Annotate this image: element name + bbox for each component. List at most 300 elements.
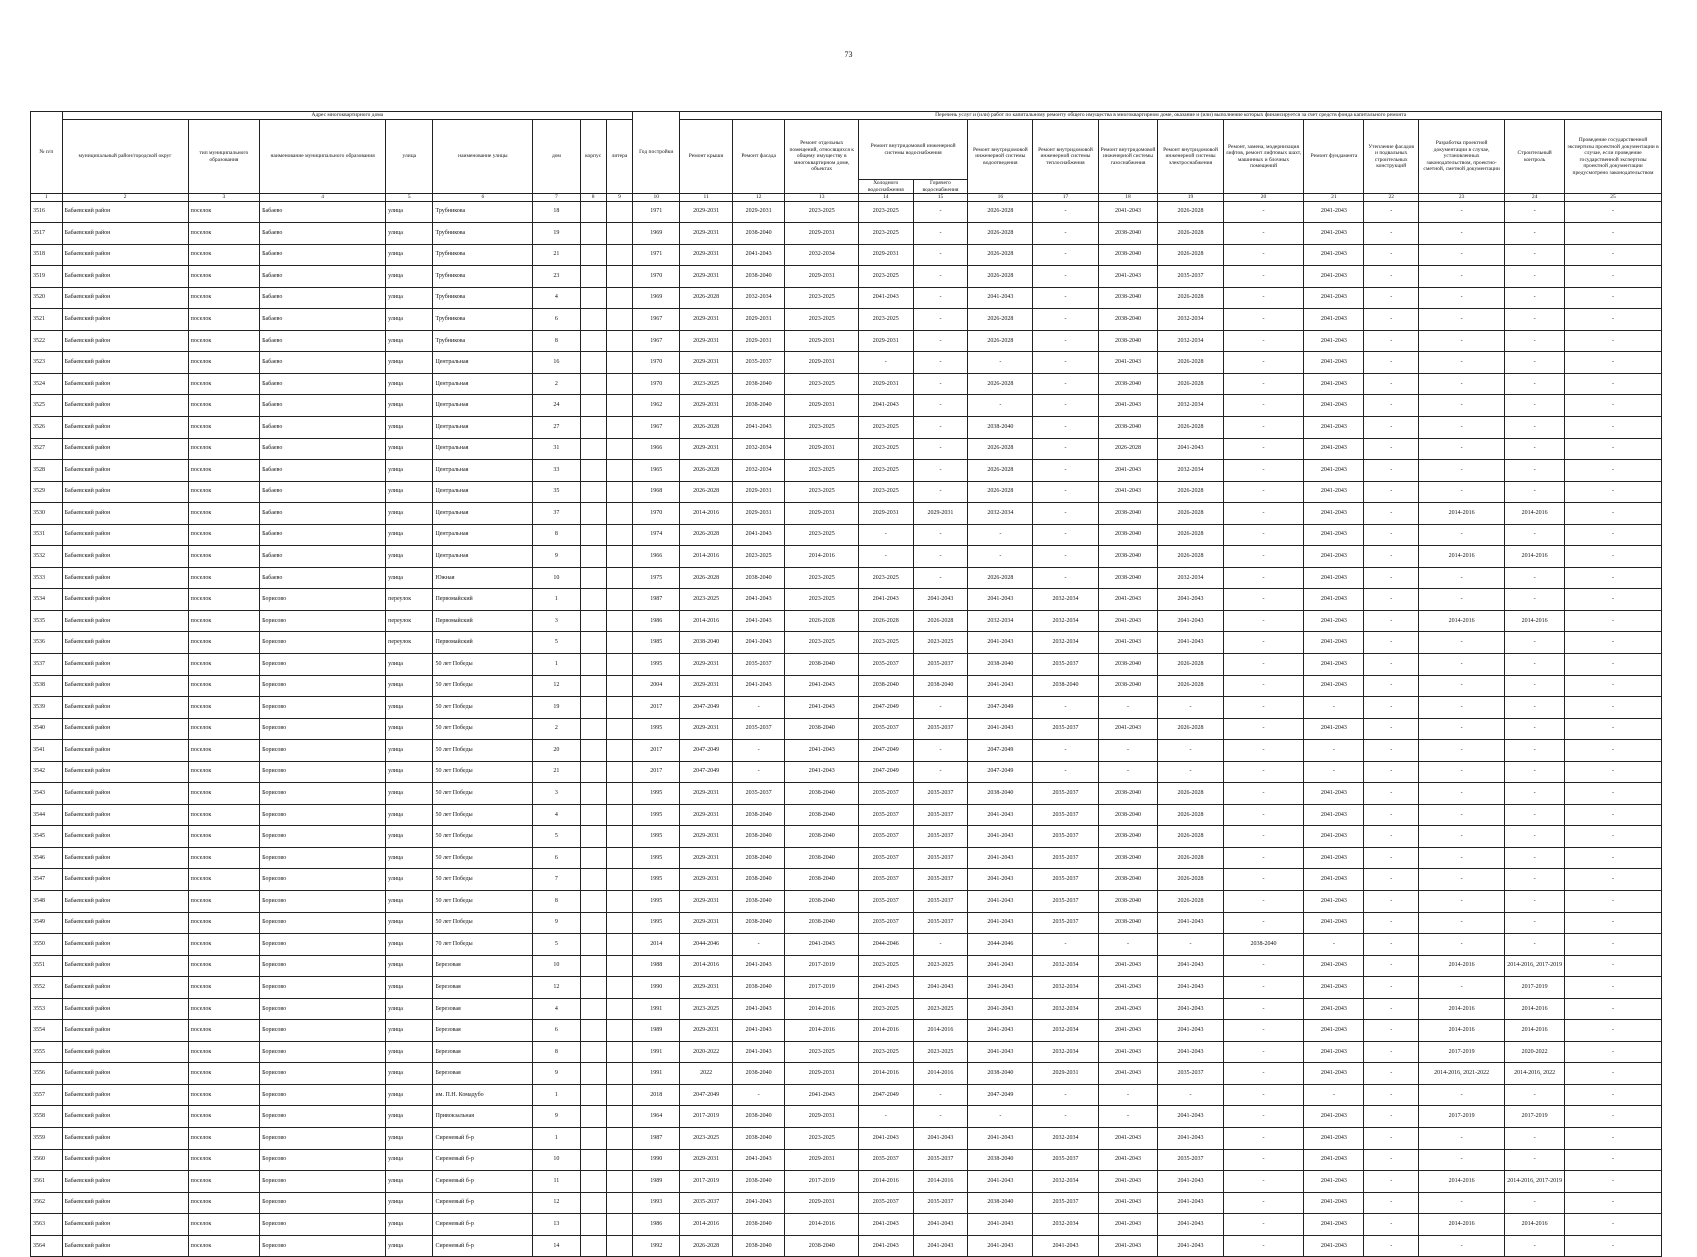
table-cell: - — [1158, 934, 1223, 956]
table-cell: - — [1505, 481, 1565, 503]
table-cell: 2041-2043 — [1098, 977, 1158, 999]
table-cell: Борисово — [260, 912, 386, 934]
table-cell: - — [1098, 761, 1158, 783]
table-row — [31, 330, 1662, 352]
column-number: 4 — [260, 194, 386, 202]
table-cell: улица — [386, 1041, 433, 1063]
table-cell: 14 — [533, 1235, 580, 1257]
table-cell: 2038-2040 — [732, 1235, 785, 1257]
table-cell: 2023-2025 — [785, 481, 859, 503]
table-cell: 2014-2016 — [785, 546, 859, 568]
table-cell: - — [1098, 1106, 1158, 1128]
table-cell — [580, 395, 606, 417]
table-cell: - — [1565, 1084, 1662, 1106]
table-cell: 2035-2037 — [858, 1192, 913, 1214]
table-cell: 2035-2037 — [1033, 891, 1098, 913]
table-cell: 2041-2043 — [785, 1084, 859, 1106]
table-cell: 2035-2037 — [913, 847, 968, 869]
header-year: Год постройки — [633, 112, 680, 194]
table-cell: 2038-2040 — [968, 653, 1033, 675]
table-cell: - — [858, 524, 913, 546]
table-cell: 2041-2043 — [1304, 998, 1364, 1020]
table-cell: 2038-2040 — [1098, 653, 1158, 675]
table-cell: 2029-2031 — [680, 266, 733, 288]
table-cell: 3534 — [31, 589, 63, 611]
table-cell: - — [1364, 330, 1419, 352]
table-cell: 2014-2016 — [1419, 546, 1505, 568]
column-number: 24 — [1505, 194, 1565, 202]
table-cell: 2023-2025 — [858, 201, 913, 223]
table-cell: - — [1419, 201, 1505, 223]
table-cell: Бабаевский район — [62, 934, 188, 956]
table-cell: Трубникова — [433, 266, 533, 288]
table-cell: поселок — [188, 891, 259, 913]
table-cell: Борисово — [260, 761, 386, 783]
table-cell — [580, 1149, 606, 1171]
table-row — [31, 740, 1662, 762]
table-cell: - — [1223, 223, 1304, 245]
table-cell: 19 — [533, 223, 580, 245]
table-cell: 2041-2043 — [1098, 1041, 1158, 1063]
table-cell: - — [1364, 740, 1419, 762]
table-cell: Борисово — [260, 740, 386, 762]
table-cell: Борисово — [260, 675, 386, 697]
table-cell: - — [1223, 1171, 1304, 1193]
table-cell: 2038-2040 — [913, 675, 968, 697]
table-cell: улица — [386, 309, 433, 331]
table-cell: 2032-2034 — [968, 503, 1033, 525]
table-cell: 2041-2043 — [1304, 287, 1364, 309]
table-cell: поселок — [188, 761, 259, 783]
table-cell: 2041-2043 — [968, 287, 1033, 309]
table-cell: 2035-2037 — [858, 869, 913, 891]
table-cell: - — [1505, 1235, 1565, 1257]
table-cell: 2041-2043 — [1158, 1214, 1223, 1236]
table-cell: - — [732, 1084, 785, 1106]
table-cell: Березовая — [433, 977, 533, 999]
table-cell: 2014-2016 — [858, 1171, 913, 1193]
table-cell: 2041-2043 — [785, 740, 859, 762]
table-cell: - — [1364, 869, 1419, 891]
table-cell: 2026-2028 — [680, 481, 733, 503]
table-cell: Центральная — [433, 460, 533, 482]
table-cell: 2032-2034 — [1033, 610, 1098, 632]
table-cell: 2041-2043 — [732, 1020, 785, 1042]
table-cell: - — [1364, 524, 1419, 546]
table-cell: Бабаево — [260, 546, 386, 568]
table-cell: 2041-2043 — [1098, 460, 1158, 482]
table-cell: 2038-2040 — [732, 1171, 785, 1193]
table-cell: 2038-2040 — [732, 847, 785, 869]
header-lift: Ремонт, замена, модернизация лифтов, ремонт лифтовых шахт, машинных и блочных помещений — [1223, 120, 1304, 194]
table-cell: 2038-2040 — [732, 266, 785, 288]
table-cell — [606, 546, 632, 568]
table-cell: 2041-2043 — [1304, 1149, 1364, 1171]
table-cell: - — [1223, 309, 1304, 331]
table-cell — [606, 266, 632, 288]
table-cell: 2041-2043 — [858, 1214, 913, 1236]
table-cell: - — [1565, 740, 1662, 762]
header-street: наименование улицы — [433, 120, 533, 194]
table-cell: 1986 — [633, 1214, 680, 1236]
table-cell: улица — [386, 934, 433, 956]
table-cell: - — [1364, 589, 1419, 611]
table-cell — [580, 1084, 606, 1106]
table-cell: 2038-2040 — [732, 891, 785, 913]
table-cell: - — [1565, 1214, 1662, 1236]
table-cell: поселок — [188, 395, 259, 417]
table-cell: Борисово — [260, 783, 386, 805]
table-cell: 2026-2028 — [1158, 201, 1223, 223]
table-cell: Борисово — [260, 934, 386, 956]
table-cell: - — [1565, 697, 1662, 719]
table-cell: Березовая — [433, 955, 533, 977]
table-cell: - — [1419, 395, 1505, 417]
table-cell: 3562 — [31, 1192, 63, 1214]
table-cell: улица — [386, 330, 433, 352]
table-cell: - — [1223, 1106, 1304, 1128]
table-cell: 3538 — [31, 675, 63, 697]
table-cell: 1987 — [633, 1128, 680, 1150]
table-cell: 2038-2040 — [1098, 223, 1158, 245]
table-cell: - — [1565, 395, 1662, 417]
column-number: 2 — [62, 194, 188, 202]
column-number: 16 — [968, 194, 1033, 202]
header-mo-name: наименование муниципального образования — [260, 120, 386, 194]
table-cell: 2035-2037 — [913, 869, 968, 891]
table-row — [31, 783, 1662, 805]
table-cell: 2023-2025 — [858, 223, 913, 245]
table-cell: 2029-2031 — [732, 330, 785, 352]
table-cell: Борисово — [260, 718, 386, 740]
table-cell: 3556 — [31, 1063, 63, 1085]
table-cell: улица — [386, 1020, 433, 1042]
table-cell: 2029-2031 — [785, 330, 859, 352]
table-cell: Бабаевский район — [62, 589, 188, 611]
table-cell: 2041-2043 — [913, 977, 968, 999]
table-cell: 2038-2040 — [785, 783, 859, 805]
table-cell: 2014-2016 — [1505, 1020, 1565, 1042]
table-cell: 3540 — [31, 718, 63, 740]
page-number: 73 — [844, 50, 853, 59]
table-cell: Борисово — [260, 1020, 386, 1042]
table-cell: 1964 — [633, 1106, 680, 1128]
table-cell: 3532 — [31, 546, 63, 568]
table-cell: Бабаево — [260, 481, 386, 503]
table-cell: - — [1565, 309, 1662, 331]
table-cell: Бабаевский район — [62, 783, 188, 805]
table-cell: 2032-2034 — [732, 438, 785, 460]
table-cell: 21 — [533, 761, 580, 783]
table-cell: Центральная — [433, 438, 533, 460]
table-cell: поселок — [188, 223, 259, 245]
table-cell: - — [1419, 912, 1505, 934]
table-cell — [580, 847, 606, 869]
table-cell: - — [1505, 632, 1565, 654]
table-cell: 2035-2037 — [913, 653, 968, 675]
table-cell: 35 — [533, 481, 580, 503]
table-cell: 2041-2043 — [1033, 1235, 1098, 1257]
table-cell: Бабаево — [260, 373, 386, 395]
table-cell: поселок — [188, 244, 259, 266]
table-cell: поселок — [188, 1171, 259, 1193]
table-row — [31, 244, 1662, 266]
table-cell — [580, 373, 606, 395]
table-cell: 2014-2016 — [1505, 503, 1565, 525]
table-cell: Бабаевский район — [62, 1235, 188, 1257]
table-cell: - — [1419, 934, 1505, 956]
table-cell: Бабаевский район — [62, 826, 188, 848]
table-cell: 2023-2025 — [785, 201, 859, 223]
table-cell: - — [1505, 1128, 1565, 1150]
table-cell — [580, 309, 606, 331]
table-cell: - — [1304, 761, 1364, 783]
table-cell: 2017-2019 — [1419, 1106, 1505, 1128]
table-cell: 8 — [533, 891, 580, 913]
table-cell: 2017 — [633, 697, 680, 719]
table-cell: Сиреневый б-р — [433, 1128, 533, 1150]
table-cell: 2041-2043 — [1304, 373, 1364, 395]
table-cell: - — [1033, 244, 1098, 266]
table-cell: Трубникова — [433, 287, 533, 309]
table-cell: 2038-2040 — [732, 223, 785, 245]
table-cell: 3533 — [31, 567, 63, 589]
table-row — [31, 201, 1662, 223]
table-cell: 2038-2040 — [785, 826, 859, 848]
table-cell: улица — [386, 416, 433, 438]
table-cell: 2035-2037 — [858, 847, 913, 869]
table-cell: поселок — [188, 1235, 259, 1257]
table-cell: 2041-2043 — [1304, 1106, 1364, 1128]
table-cell — [606, 632, 632, 654]
table-cell: Бабаевский район — [62, 1084, 188, 1106]
table-cell: 1970 — [633, 352, 680, 374]
table-cell: 2023-2025 — [732, 546, 785, 568]
table-cell: 2041-2043 — [1304, 201, 1364, 223]
table-cell: Борисово — [260, 632, 386, 654]
table-cell: 2041-2043 — [732, 1041, 785, 1063]
table-cell: - — [1505, 847, 1565, 869]
table-cell: 2026-2028 — [1158, 503, 1223, 525]
table-cell: - — [913, 567, 968, 589]
table-cell — [606, 1128, 632, 1150]
table-cell: 2041-2043 — [968, 912, 1033, 934]
table-cell: 2023-2025 — [785, 567, 859, 589]
column-number: 1 — [31, 194, 63, 202]
table-cell: улица — [386, 826, 433, 848]
table-cell — [606, 460, 632, 482]
table-cell — [606, 869, 632, 891]
table-cell — [580, 761, 606, 783]
table-cell: - — [1364, 1214, 1419, 1236]
table-cell: 2026-2028 — [1158, 481, 1223, 503]
table-cell: улица — [386, 955, 433, 977]
table-cell: - — [968, 1106, 1033, 1128]
table-cell: - — [1033, 503, 1098, 525]
table-cell: поселок — [188, 1149, 259, 1171]
table-row — [31, 503, 1662, 525]
table-cell — [580, 1041, 606, 1063]
table-cell: - — [1565, 998, 1662, 1020]
table-cell: 10 — [533, 567, 580, 589]
table-cell: 2017-2019 — [785, 1171, 859, 1193]
table-cell: 18 — [533, 201, 580, 223]
table-cell: 2026-2028 — [1158, 891, 1223, 913]
table-cell: - — [1565, 416, 1662, 438]
table-row — [31, 891, 1662, 913]
table-cell: 3525 — [31, 395, 63, 417]
table-cell: Бабаевский район — [62, 395, 188, 417]
table-cell: - — [1033, 761, 1098, 783]
table-cell: - — [1364, 287, 1419, 309]
table-cell: 2017-2019 — [1505, 1106, 1565, 1128]
table-cell: 2029-2031 — [732, 309, 785, 331]
table-cell: Бабаевский район — [62, 1171, 188, 1193]
table-cell: Бабаево — [260, 416, 386, 438]
table-row — [31, 1171, 1662, 1193]
table-cell: - — [1223, 653, 1304, 675]
table-cell: - — [1419, 567, 1505, 589]
table-cell: - — [1033, 546, 1098, 568]
column-number: 12 — [732, 194, 785, 202]
table-cell — [606, 934, 632, 956]
table-cell: 2017-2019 — [785, 955, 859, 977]
table-cell: - — [1505, 740, 1565, 762]
table-cell: 1971 — [633, 244, 680, 266]
table-cell: 2041-2043 — [968, 891, 1033, 913]
table-cell: 2014-2016 — [680, 1214, 733, 1236]
table-cell: - — [1565, 675, 1662, 697]
table-cell: 2044-2046 — [858, 934, 913, 956]
table-cell: 2035-2037 — [858, 826, 913, 848]
table-cell: - — [1223, 503, 1304, 525]
table-cell — [606, 977, 632, 999]
table-cell: - — [1505, 1149, 1565, 1171]
table-cell: - — [1223, 1214, 1304, 1236]
table-cell: 1969 — [633, 287, 680, 309]
table-cell: 20 — [533, 740, 580, 762]
table-cell: 2041-2043 — [858, 287, 913, 309]
table-cell: 2041-2043 — [1158, 1128, 1223, 1150]
table-cell: 2041-2043 — [1304, 632, 1364, 654]
table-cell: - — [1419, 632, 1505, 654]
table-cell: 1967 — [633, 416, 680, 438]
table-cell: 2026-2028 — [968, 481, 1033, 503]
table-cell: 2014-2016 — [1505, 546, 1565, 568]
table-cell — [606, 1106, 632, 1128]
table-cell: 2035-2037 — [1158, 266, 1223, 288]
table-row — [31, 1106, 1662, 1128]
table-cell: 2041-2043 — [1304, 1214, 1364, 1236]
table-cell: поселок — [188, 1192, 259, 1214]
table-cell: - — [1364, 1106, 1419, 1128]
table-cell: 2038-2040 — [1098, 804, 1158, 826]
table-cell: поселок — [188, 804, 259, 826]
header-hot-water: Горячего водоснабжения — [913, 180, 968, 194]
table-cell: 50 лет Победы — [433, 697, 533, 719]
table-cell: 2 — [533, 373, 580, 395]
table-cell: 2041-2043 — [732, 244, 785, 266]
table-cell: Борисово — [260, 1192, 386, 1214]
table-cell: Первомайский — [433, 589, 533, 611]
table-cell: - — [1223, 287, 1304, 309]
column-number: 25 — [1565, 194, 1662, 202]
table-cell — [606, 373, 632, 395]
table-cell: 2038-2040 — [858, 675, 913, 697]
table-cell: поселок — [188, 438, 259, 460]
table-cell: 2029-2031 — [680, 869, 733, 891]
table-cell: 2038-2040 — [785, 653, 859, 675]
table-cell: 2038-2040 — [1098, 244, 1158, 266]
table-cell: Борисово — [260, 977, 386, 999]
table-cell — [580, 503, 606, 525]
table-cell: Бабаевский район — [62, 1020, 188, 1042]
table-cell: 8 — [533, 524, 580, 546]
table-cell: 2041-2043 — [1304, 1063, 1364, 1085]
table-cell: Бабаевский район — [62, 223, 188, 245]
table-cell: - — [1033, 352, 1098, 374]
table-cell: 2044-2046 — [968, 934, 1033, 956]
table-cell: Борисово — [260, 1106, 386, 1128]
table-cell: 3547 — [31, 869, 63, 891]
table-cell: - — [1364, 783, 1419, 805]
table-cell: - — [1098, 740, 1158, 762]
table-cell: - — [1565, 1235, 1662, 1257]
table-cell: Борисово — [260, 804, 386, 826]
table-cell: 2041-2043 — [1158, 955, 1223, 977]
table-cell: 2026-2028 — [1158, 223, 1223, 245]
table-cell: 2038-2040 — [1098, 847, 1158, 869]
table-cell: улица — [386, 1192, 433, 1214]
table-cell: 2041-2043 — [1158, 1235, 1223, 1257]
table-cell: - — [1505, 783, 1565, 805]
table-cell: - — [1565, 804, 1662, 826]
table-cell: - — [913, 934, 968, 956]
table-cell: 2029-2031 — [785, 438, 859, 460]
table-cell: - — [1223, 567, 1304, 589]
header-group-address: Адрес многоквартирного дома — [62, 112, 633, 120]
header-column-numbers — [31, 194, 1662, 202]
table-cell: Первомайский — [433, 610, 533, 632]
table-cell — [580, 352, 606, 374]
table-cell: 2020-2022 — [1505, 1041, 1565, 1063]
table-cell: - — [1505, 330, 1565, 352]
table-cell — [580, 740, 606, 762]
table-cell: 2029-2031 — [785, 223, 859, 245]
table-cell: 4 — [533, 998, 580, 1020]
table-row — [31, 955, 1662, 977]
table-cell — [580, 330, 606, 352]
table-cell: улица — [386, 395, 433, 417]
table-cell: 1970 — [633, 373, 680, 395]
table-cell: 1986 — [633, 610, 680, 632]
table-cell: 2041-2043 — [1098, 1020, 1158, 1042]
table-cell: 2041-2043 — [1098, 1063, 1158, 1085]
table-cell: 2038-2040 — [1098, 546, 1158, 568]
table-cell: Бабаевский район — [62, 1214, 188, 1236]
table-cell: 2041-2043 — [1158, 1171, 1223, 1193]
table-cell: 2029-2031 — [785, 395, 859, 417]
table-cell: - — [1033, 567, 1098, 589]
table-cell: - — [1565, 352, 1662, 374]
column-number: 5 — [386, 194, 433, 202]
table-cell: 2038-2040 — [968, 416, 1033, 438]
table-cell — [580, 1063, 606, 1085]
table-cell: Бабаевский район — [62, 998, 188, 1020]
table-cell: - — [1419, 675, 1505, 697]
table-cell: 6 — [533, 309, 580, 331]
table-cell: 2014-2016 — [785, 1214, 859, 1236]
